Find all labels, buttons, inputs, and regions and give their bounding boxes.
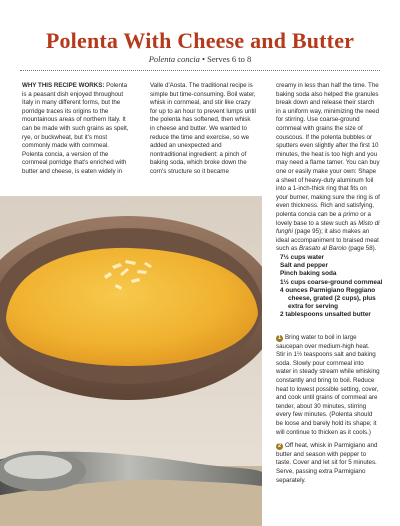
intro-text-1: Polenta is a peasant dish enjoyed throughout Italy in many different forms, but the porridge traces its origins to the mountainous areas of northern Italy. It can be made with such grains as spelt, rye, or buckwheat, but it's most commonly made with cornmeal. Polenta concia, a version of the cornmeal porridge that's enriched with butter and cheese, is eaten widely in (22, 82, 129, 175)
method-steps (276, 334, 380, 490)
step-number-badge: 2 (277, 443, 282, 450)
recipe-title: Polenta With Cheese and Butter (45, 28, 355, 53)
step-number-badge: 1 (277, 335, 282, 341)
ingredient-list (280, 254, 384, 320)
ingredient-item: 4 ounces Parmigiano Reggiano (280, 286, 376, 294)
intro-italic-brasato: Brasato al Barolo (299, 245, 347, 253)
step-text: Bring water to boil in large saucepan over medium-high heat. Stir in 1½ teaspoons salt and baking soda. Slowly pour cornmeal into water in steady stream while whisking constantly and bring to boil. Reduce heat to lowest possible setting, cover, and cook until grains of cornmeal are tender, about 30 minutes, stirring every few minutes. (Polenta should be loose and barely hold its shape; it will continue to thicken as it cools.) (276, 334, 380, 436)
intro-text-3c: (page 95); it also makes an ideal accompaniment to braised meat such as (276, 228, 379, 253)
ingredient-item: Salt and pepper (280, 262, 328, 270)
intro-column-3 (276, 82, 380, 254)
intro-text-3b: or a lovely base to a stew such as (276, 210, 371, 227)
subtitle-italian-name: Polenta concia (148, 54, 200, 64)
ingredient-item: 2 tablespoons unsalted butter (280, 311, 371, 319)
intro-text-2: Valle d'Aosta. The traditional recipe is simple but time-consuming. Boil water, whisk in cornmeal, and stir like crazy for up to an hour to prevent lumps until the polenta has softened, then whisk in cheese and butter. We wanted to reduce the time and exercise, so we added an unexpected and nontraditional ingredient: a pinch of baking soda, which broke down the corn's structure so it became (150, 82, 256, 175)
step-2 (276, 442, 380, 485)
intro-italic-primo: primo (343, 210, 359, 218)
polenta-photo (0, 196, 262, 526)
intro-column-1 (22, 82, 129, 177)
recipe-subtitle (0, 54, 400, 64)
why-this-recipe-works-heading: WHY THIS RECIPE WORKS: (22, 82, 105, 89)
step-text: Off heat, whisk in Parmigiano and butter and season with pepper to taste. Cover and let sit for 5 minutes. Serve, passing extra Parmigiano separately. (276, 442, 378, 484)
ingredient-item: Pinch baking soda (280, 270, 337, 278)
intro-text-3a: creamy in less than half the time. The baking soda also helped the granules break down and release their starch in a uniform way, minimizing the need for stirring. Use coarse-ground cornmeal with grains the size of couscous. If the polenta bubbles or sputters even slightly after the first 10 minutes, the heat is too high and you may need a flame tamer. You can buy one or easily make your own: Shape a sheet of heavy-duty aluminum foil into a 1-inch-thick ring that fits on your burner, making sure the ring is of even thickness. Rich and satisfying, polenta concia can be a (276, 82, 380, 218)
dotted-divider (20, 70, 380, 71)
ingredient-item: 7½ cups water (280, 254, 325, 261)
intro-column-2 (150, 82, 256, 177)
step-1 (276, 334, 380, 437)
ingredient-item: cheese, grated (2 cups), plus (288, 295, 376, 303)
subtitle-serves: • Serves 6 to 8 (199, 54, 252, 64)
ingredient-item: extra for serving (288, 303, 339, 311)
intro-italic-misto: Misto di funghi (276, 219, 380, 236)
ingredient-item: 1½ cups coarse-ground cornmeal (280, 278, 383, 286)
intro-text-3d: (page 58). (346, 245, 377, 253)
